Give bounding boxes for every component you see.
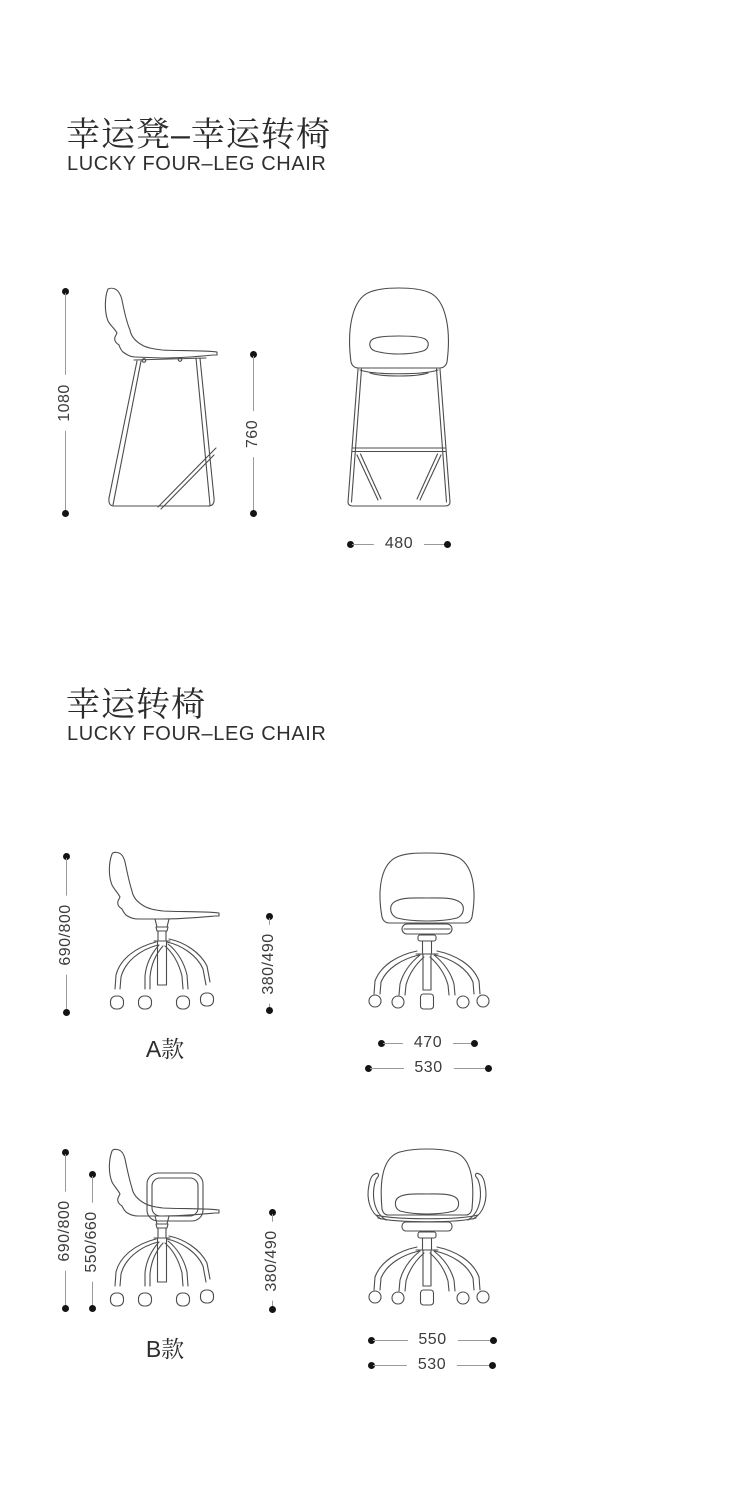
gaslift-collar: [418, 935, 436, 941]
caster: [457, 1292, 469, 1304]
caster: [111, 1293, 124, 1306]
stool-rear-leg-inner: [113, 361, 141, 505]
dim-label: 380/490: [260, 924, 278, 1003]
center-caster: [421, 1290, 434, 1305]
variant-a-seat-width-dim: [378, 1033, 478, 1053]
stool-brace-left: [357, 455, 378, 500]
caster: [111, 996, 124, 1009]
dim-endpoint-dot: [62, 510, 69, 517]
variant-b-label: B款: [145, 1336, 185, 1362]
dim-endpoint-dot: [489, 1362, 496, 1369]
stool-overall-height-dim: [55, 288, 75, 517]
variant-a-base-width-dim: [365, 1058, 492, 1078]
stool-front-view-drawing: [344, 286, 454, 518]
caster: [201, 993, 214, 1006]
variant-b-base-width-dim: [368, 1355, 496, 1375]
gaslift-column: [158, 1228, 166, 1238]
base-leg: [405, 957, 424, 995]
caster: [369, 995, 381, 1007]
variant-b-seat-height-dim: [262, 1209, 282, 1313]
stool-seat-height-dim: [243, 351, 263, 517]
seat-pad: [395, 1194, 458, 1214]
caster: [457, 996, 469, 1008]
chair-shell-front: [380, 853, 474, 923]
dim-endpoint-dot: [62, 1305, 69, 1312]
dim-label: 380/490: [263, 1221, 281, 1300]
caster: [177, 1293, 190, 1306]
center-caster: [421, 994, 434, 1009]
stool-brace-right: [420, 455, 441, 500]
dim-endpoint-dot: [89, 1305, 96, 1312]
variant-a-front-view-drawing: [364, 851, 494, 1013]
stool-brace-left: [361, 454, 382, 499]
stool-brace: [161, 455, 214, 509]
dim-endpoint-dot: [485, 1065, 492, 1072]
dim-label: 530: [403, 1059, 453, 1077]
variant-b-seat-width-dim: [368, 1330, 497, 1350]
dim-endpoint-dot: [490, 1337, 497, 1344]
seat-mount: [155, 1216, 169, 1224]
variant-a-seat-height-dim: [259, 913, 279, 1014]
stool-handle-slot: [370, 336, 428, 354]
armrest-loop-outer: [147, 1173, 203, 1221]
caster: [477, 1291, 489, 1303]
caster: [392, 1292, 404, 1304]
armrest-right-curl: [476, 1173, 479, 1178]
gaslift-collar: [156, 927, 168, 931]
swivel-section-title-en: LUCKY FOUR–LEG CHAIR: [67, 723, 327, 745]
caster: [392, 996, 404, 1008]
variant-a-label: A款: [145, 1036, 185, 1062]
stool-base-width-dim: [347, 534, 451, 554]
dim-endpoint-dot: [471, 1040, 478, 1047]
dim-label: 690/800: [56, 1191, 74, 1270]
base-leg: [150, 1243, 163, 1286]
seat-pad: [391, 898, 464, 921]
dim-endpoint-dot: [444, 541, 451, 548]
variant-b-overall-height-dim: [55, 1149, 75, 1312]
armrest-left-curl: [375, 1173, 378, 1178]
dim-endpoint-dot: [269, 1306, 276, 1313]
gaslift-column: [423, 1238, 432, 1250]
variant-b-front-view-drawing: [364, 1147, 494, 1309]
stool-brace-right: [417, 454, 438, 499]
stool-shell-profile: [105, 288, 217, 358]
base-leg: [430, 957, 449, 995]
variant-a-side-view-drawing: [105, 850, 225, 1015]
seat-plate: [402, 1222, 452, 1231]
gaslift-collar: [418, 1232, 436, 1238]
stool-bolt: [178, 358, 182, 362]
base-leg: [165, 946, 183, 989]
seat-mount: [155, 919, 169, 927]
swivel-section-title-cn: 幸运转椅: [66, 686, 206, 724]
dim-label: 1080: [56, 375, 74, 431]
gaslift-lower-tube: [423, 954, 431, 990]
stool-brace: [158, 452, 212, 507]
dim-label: 760: [244, 411, 262, 457]
variant-b-side-view-drawing: [105, 1147, 225, 1312]
stool-shell-front: [350, 288, 449, 368]
caster: [201, 1290, 214, 1303]
stool-section-title-en: LUCKY FOUR–LEG CHAIR: [67, 153, 327, 175]
base-leg: [430, 1253, 449, 1291]
dim-label: 480: [374, 535, 424, 553]
caster: [369, 1291, 381, 1303]
base-leg: [168, 1241, 188, 1286]
base-leg: [405, 1253, 424, 1291]
gaslift-lower-tube: [423, 1250, 431, 1286]
armrest-right: [473, 1174, 486, 1219]
dim-endpoint-dot: [266, 1007, 273, 1014]
caster: [177, 996, 190, 1009]
stool-side-view-drawing: [100, 286, 220, 518]
chair-shell-profile: [109, 852, 219, 919]
armrest-loop-inner: [152, 1178, 198, 1216]
dim-endpoint-dot: [250, 510, 257, 517]
caster: [477, 995, 489, 1007]
underseat-band: [376, 1215, 478, 1219]
stool-bottom-bar: [348, 502, 450, 506]
base-leg: [165, 1243, 183, 1286]
armrest-left: [368, 1174, 381, 1219]
gaslift-column: [158, 931, 166, 941]
stool-bolt: [142, 359, 146, 363]
gaslift-collar: [156, 1224, 168, 1228]
dim-label: 470: [403, 1034, 453, 1052]
variant-a-overall-height-dim: [56, 853, 76, 1016]
caster: [139, 1293, 152, 1306]
stool-brace-peg: [212, 448, 216, 452]
dim-label: 550: [407, 1331, 457, 1349]
variant-b-arm-height-dim: [82, 1171, 102, 1312]
base-leg: [150, 946, 163, 989]
dim-label: 690/800: [57, 895, 75, 974]
caster: [139, 996, 152, 1009]
base-leg: [168, 944, 188, 989]
dim-label: 530: [407, 1356, 457, 1374]
dim-endpoint-dot: [63, 1009, 70, 1016]
gaslift-column: [423, 941, 432, 954]
dim-label: 550/660: [83, 1202, 101, 1281]
stool-section-title-cn: 幸运凳–幸运转椅: [66, 116, 331, 154]
